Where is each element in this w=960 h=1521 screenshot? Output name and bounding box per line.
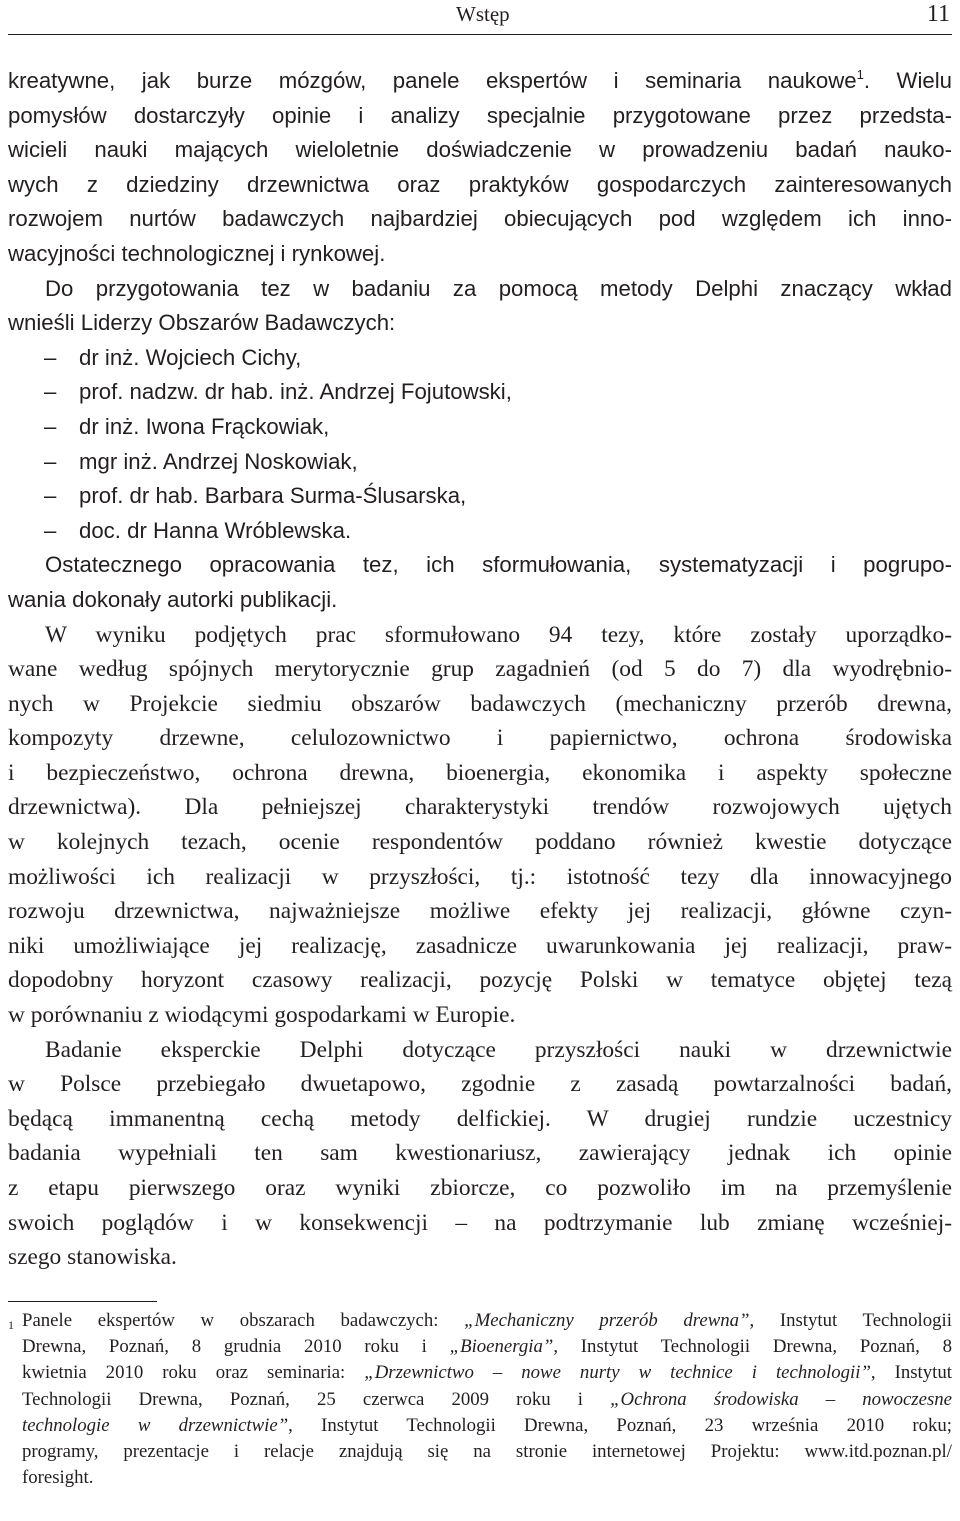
dash-bullet: – [44, 483, 57, 509]
text-line: rozwojem nurtów badawczych najbardziej obiecujących pod względem ich inno- [8, 206, 952, 232]
text-line: nych w Projekcie siedmiu obszarów badawczych (mechaniczny przerób drewna, [8, 690, 952, 717]
list-item: – prof. dr hab. Barbara Surma-Ślusarska, [8, 479, 952, 514]
paragraph-2 [8, 272, 952, 341]
paragraph-3 [8, 548, 952, 617]
text-line: wnieśli Liderzy Obszarów Badawczych: [8, 310, 396, 336]
footnote-body [22, 1308, 952, 1491]
text-line: będącą immanentną cechą metody delfickiej. W drugiej rundzie uczestnicy [8, 1105, 952, 1132]
chapter-title: Wstęp [456, 2, 510, 26]
text-line: wicieli nauki mających wieloletnie doświadczenie w prowadzeniu badań nauko- [8, 137, 952, 163]
list-item: – prof. nadzw. dr hab. inż. Andrzej Fojutowski, [8, 375, 952, 410]
dash-bullet: – [44, 413, 57, 439]
text-line: możliwości ich realizacji w przyszłości, tj.: istotność tezy dla innowacyjnego [8, 863, 952, 890]
paragraph-1 [8, 64, 952, 272]
footnote-line: foresight. [22, 1467, 94, 1489]
footnote [8, 1308, 952, 1491]
list-item: – doc. dr Hanna Wróblewska. [8, 514, 952, 549]
text-line: wych z dziedziny drzewnictwa oraz praktyków gospodarczych zainteresowanych [8, 171, 952, 197]
text-line: z etapu pierwszego oraz wyniki zbiorcze, co pozwoliło im na przemyślenie [8, 1175, 952, 1201]
text-line: szego stanowiska. [8, 1244, 177, 1271]
text-line: i bezpieczeństwo, ochrona drewna, bioenergia, ekonomika i aspekty społeczne [8, 759, 952, 786]
paragraph-5 [8, 1033, 952, 1275]
dash-bullet: – [44, 379, 57, 405]
footnote-ref[interactable]: 1 [856, 67, 864, 82]
text-line: Badanie eksperckie Delphi dotyczące przyszłości nauki w drzewnictwie [45, 1036, 952, 1063]
text-line: rozwoju drzewnictwa, najważniejsze możliwe efekty jej realizacji, główne czyn- [8, 898, 952, 925]
footnote-line: kwietnia 2010 roku oraz seminaria: „Drzewnictwo – nowe nurty w technice i technologii”, Instytut [22, 1362, 952, 1384]
text-line: kompozyty drzewne, celulozownictwo i papiernictwo, ochrona środowiska [8, 725, 952, 752]
text-line: swoich poglądów i w konsekwencji – na podtrzymanie lub zmianę wcześniej- [8, 1209, 952, 1236]
dash-bullet: – [44, 448, 57, 474]
dash-bullet: – [44, 517, 57, 543]
text-line: Ostatecznego opracowania tez, ich sformułowania, systematyzacji i pogrupo- [45, 552, 952, 578]
text-line: wacyjności technologicznej i rynkowej. [8, 240, 386, 266]
text-line: w kolejnych tezach, ocenie respondentów poddano również kwestie dotyczące [8, 829, 952, 856]
list-item: – dr inż. Iwona Frąckowiak, [8, 410, 952, 445]
list-item: – dr inż. Wojciech Cichy, [8, 341, 952, 376]
text-line: w Polsce przebiegało dwuetapowo, zgodnie z zasadą powtarzalności badań, [8, 1071, 952, 1098]
main-text [8, 64, 952, 1275]
leaders-list [8, 341, 952, 549]
text-line: drzewnictwa). Dla pełniejszej charakterystyki trendów rozwojowych ujętych [8, 794, 952, 821]
text-line: badania wypełniali ten sam kwestionariusz, zawierający jednak ich opinie [8, 1140, 952, 1167]
text-line: wane według spójnych merytorycznie grup zagadnień (od 5 do 7) dla wyodrębnio- [8, 656, 952, 683]
paragraph-4 [8, 618, 952, 1033]
page-number: 11 [926, 1, 950, 27]
footnote-line: Drewna, Poznań, 8 grudnia 2010 roku i „Bioenergia”, Instytut Technologii Drewna, Poznań, 8 [22, 1336, 952, 1358]
list-item: – mgr inż. Andrzej Noskowiak, [8, 445, 952, 480]
text-line: W wyniku podjętych prac sformułowano 94 tezy, które zostały uporządko- [45, 621, 952, 648]
footnote-number: 1 [8, 1318, 14, 1332]
text-line: Do przygotowania tez w badaniu za pomocą metody Delphi znaczący wkład [45, 275, 952, 301]
text-line: dopodobny horyzont czasowy realizacji, pozycję Polski w tematyce objętej tezą [8, 967, 952, 994]
footnote-line: Technologii Drewna, Poznań, 25 czerwca 2009 roku i „Ochrona środowiska – nowoczesne [22, 1388, 952, 1410]
text-line: w porównaniu z wiodącymi gospodarkami w Europie. [8, 1002, 516, 1029]
footnote-separator [8, 1301, 157, 1302]
running-header [8, 0, 952, 35]
text-line: wania dokonały autorki publikacji. [8, 586, 338, 612]
footnote-line: Panele ekspertów w obszarach badawczych: „Mechaniczny przerób drewna”, Instytut Technologii [22, 1310, 952, 1331]
footnote-line: programy, prezentacje i relacje znajdują się na stronie internetowej Projektu: www.itd.poznan.pl/ [22, 1441, 952, 1463]
footnote-line: technologie w drzewnictwie”, Instytut Technologii Drewna, Poznań, 23 września 2010 roku; [22, 1414, 952, 1436]
text-line: kreatywne, jak burze mózgów, panele ekspertów i seminaria naukowe$^1$. Wielu [8, 67, 952, 93]
dash-bullet: – [44, 344, 57, 370]
text-line: niki umożliwiające jej realizację, zasadnicze uwarunkowania jej realizacji, praw- [8, 932, 952, 959]
text-line: pomysłów dostarczyły opinie i analizy specjalnie przygotowane przez przedsta- [8, 102, 952, 128]
